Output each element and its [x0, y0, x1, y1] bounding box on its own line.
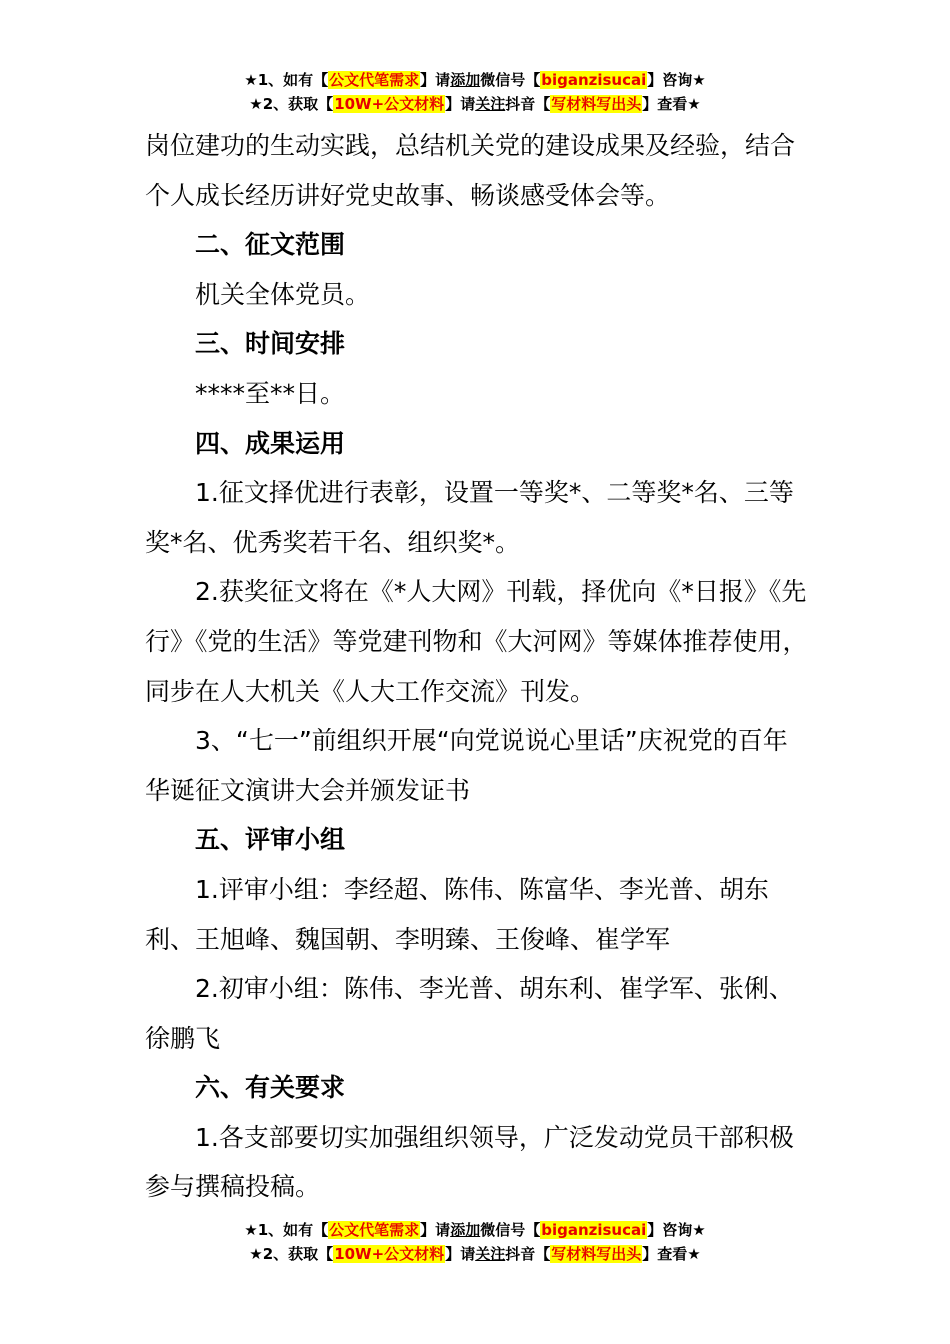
section-heading-schedule: 三、时间安排 — [195, 329, 346, 359]
results-item-2: 2.获奖征文将在《*人大网》刊载，择优向《*日报》《先行》《党的生活》等党建刊物和《大河网》等媒体推荐使用，同步在人大机关《人大工作交流》刊发。 — [145, 577, 808, 706]
results-item-3: 3、“七一”前组织开展“向党说说心里话”庆祝党的百年华诞征文演讲大会并颁发证书 — [145, 726, 788, 805]
document-body — [145, 121, 810, 1212]
promo-text: 】查看★ — [642, 1245, 701, 1263]
requirements-item-1: 1.各支部要切实加强组织领导，广泛发动党员干部积极参与撰稿投稿。 — [145, 1122, 794, 1202]
section-heading-scope: 二、征文范围 — [195, 230, 346, 260]
promo-text: 】查看★ — [642, 95, 701, 113]
promo-text: 微信号【 — [480, 71, 541, 89]
promo-text: 】请 — [445, 1245, 476, 1263]
promo-line-2 — [0, 92, 950, 116]
section-heading-requirements: 六、有关要求 — [195, 1073, 346, 1103]
intro-paragraph: 岗位建功的生动实践，总结机关党的建设成果及经验，结合个人成长经历讲好党史故事、畅谈感受体会等。 — [145, 131, 796, 210]
promo-underlined-text: 添加 — [450, 1221, 481, 1239]
promo-douyin-id: 写材料写出头 — [551, 95, 642, 113]
promo-line-2 — [0, 1242, 950, 1266]
promo-underlined-text: 关注 — [475, 1245, 506, 1263]
review-panel-item-2: 2.初审小组：陈伟、李光普、胡东利、崔学军、张俐、徐鹏飞 — [145, 974, 794, 1053]
top-promo-banner — [0, 68, 950, 116]
promo-highlight: 公文代笔需求 — [329, 1221, 420, 1239]
promo-highlight: 10W+公文材料 — [334, 1245, 445, 1263]
promo-text: 】请 — [420, 1221, 451, 1239]
promo-text: ★1、如有【 — [244, 1221, 329, 1239]
promo-text: 】咨询★ — [647, 1221, 706, 1239]
section-body-schedule: ****至**日。 — [195, 378, 346, 408]
promo-underlined-text: 关注 — [475, 95, 506, 113]
promo-line-1 — [0, 68, 950, 92]
promo-line-1 — [0, 1218, 950, 1242]
promo-underlined-text: 添加 — [450, 71, 481, 89]
promo-wechat-id: biganzisucai — [541, 1221, 647, 1239]
promo-douyin-id: 写材料写出头 — [551, 1245, 642, 1263]
promo-text: ★1、如有【 — [244, 71, 329, 89]
results-item-1: 1.征文择优进行表彰，设置一等奖*、二等奖*名、三等奖*名、优秀奖若干名、组织奖*。 — [145, 478, 794, 557]
promo-text: 】请 — [420, 71, 451, 89]
promo-text: 】咨询★ — [647, 71, 706, 89]
promo-text: 抖音【 — [505, 95, 551, 113]
promo-text: 抖音【 — [505, 1245, 551, 1263]
promo-wechat-id: biganzisucai — [541, 71, 647, 89]
promo-text: ★2、获取【 — [249, 1245, 334, 1263]
section-body-scope: 机关全体党员。 — [195, 279, 371, 309]
review-panel-item-1: 1.评审小组：李经超、陈伟、陈富华、李光普、胡东利、王旭峰、魏国朝、李明臻、王俊峰、崔学军 — [145, 874, 769, 954]
promo-highlight: 公文代笔需求 — [329, 71, 420, 89]
promo-text: 】请 — [445, 95, 476, 113]
promo-text: 微信号【 — [480, 1221, 541, 1239]
bottom-promo-banner — [0, 1218, 950, 1266]
section-heading-review-panel: 五、评审小组 — [195, 825, 346, 855]
promo-highlight: 10W+公文材料 — [334, 95, 445, 113]
section-heading-results: 四、成果运用 — [195, 428, 346, 458]
promo-text: ★2、获取【 — [249, 95, 334, 113]
